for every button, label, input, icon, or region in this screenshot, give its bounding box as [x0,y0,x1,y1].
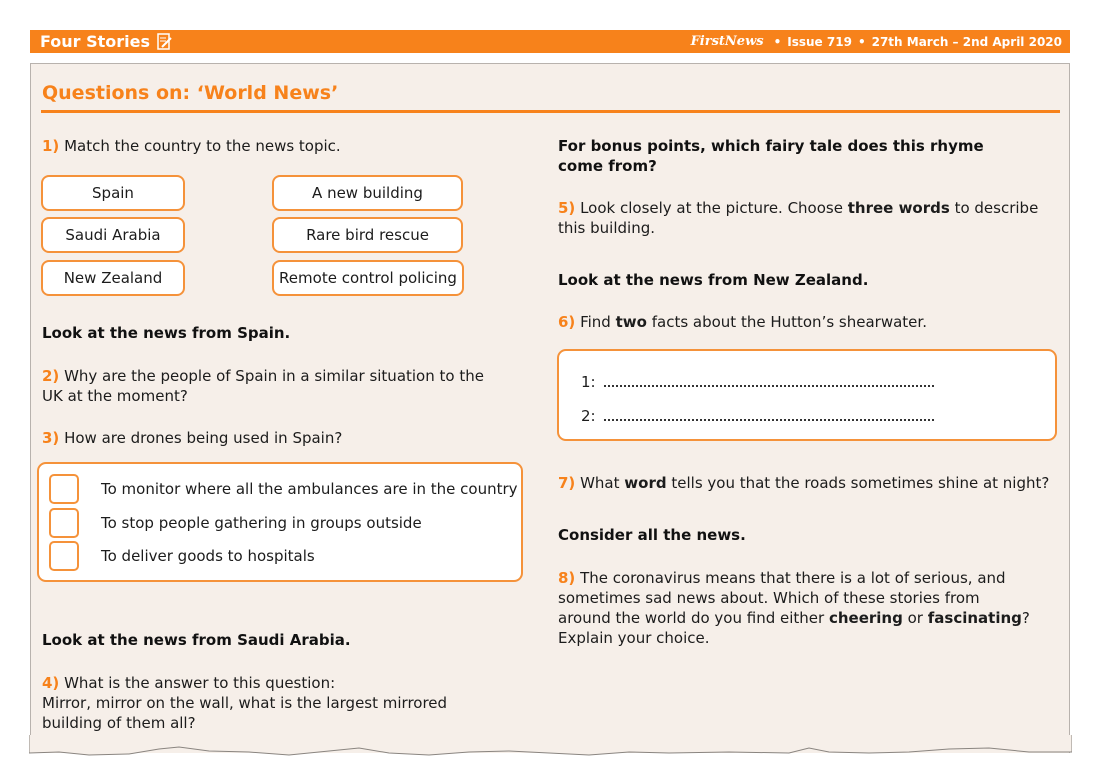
match-topic-rare-bird[interactable] [272,217,463,253]
separator: • [857,34,866,49]
question-text-line: Mirror, mirror on the wall, what is the largest mirrored [42,694,448,712]
emphasis: two [615,313,647,331]
document-edit-icon [157,33,172,50]
match-country-saudi-arabia[interactable] [41,217,185,253]
separator: • [773,34,782,49]
question-text-line: sometimes sad news about. Which of these stories from [558,589,980,607]
option-stop-gatherings[interactable] [49,508,422,538]
question-text-line: Explain your choice. [558,629,710,647]
question-4 [42,673,447,733]
issue-info [691,34,1062,49]
question-text-line: Why are the people of Spain in a similar situation to the [64,367,484,385]
option-label: To stop people gathering in groups outside [101,514,422,532]
section-heading-new-zealand: Look at the news from New Zealand. [558,271,869,289]
emphasis: three words [847,199,950,217]
answer-dotted-line[interactable] [604,385,934,387]
question-number: 5) [558,199,576,217]
fact-number: 2: [581,407,596,425]
question-1 [42,136,341,156]
option-label: To monitor where all the ambulances are in the country [101,480,518,498]
fact-line-1[interactable] [581,373,934,391]
question-number: 3) [42,429,60,447]
match-topic-remote-policing[interactable] [272,260,464,296]
question-text-line: UK at the moment? [42,387,188,405]
section-heading-spain: Look at the news from Spain. [42,324,291,342]
emphasis: fascinating [927,609,1022,627]
question-text-line: The coronavirus means that there is a lot of serious, and [580,569,1006,587]
question-text-line: What is the answer to this question: [64,674,336,692]
question-text-line: this building. [558,219,655,237]
option-deliver-goods[interactable] [49,541,315,571]
title-divider [41,110,1060,113]
question-number: 2) [42,367,60,385]
country-label: New Zealand [63,269,163,287]
facts-answer-box [557,349,1057,441]
question-2 [42,366,484,406]
question-number: 6) [558,313,576,331]
question-number: 1) [42,137,60,155]
section-heading-all-news: Consider all the news. [558,526,746,544]
topic-label: Rare bird rescue [306,226,429,244]
bonus-line: For bonus points, which fairy tale does this rhyme [558,137,984,155]
section-label [40,32,172,51]
emphasis: cheering [828,609,903,627]
checkbox[interactable] [49,474,79,504]
topic-label: Remote control policing [279,269,457,287]
section-heading-saudi-arabia: Look at the news from Saudi Arabia. [42,631,351,649]
match-country-new-zealand[interactable] [41,260,185,296]
brand-name: FirstNews [690,34,764,49]
question-text-line: building of them all? [42,714,196,732]
question-number: 4) [42,674,60,692]
question-number: 8) [558,569,576,587]
worksheet-panel [30,63,1070,753]
answer-dotted-line[interactable] [604,419,934,421]
country-label: Spain [92,184,134,202]
question-5 [558,198,1038,238]
option-ambulances[interactable] [49,474,518,504]
question-3 [42,428,342,448]
question-text: tells you that the roads sometimes shine at night? [671,474,1050,492]
question-text: Find [580,313,611,331]
question-text: facts about the Hutton’s shearwater. [651,313,927,331]
topic-label: A new building [312,184,423,202]
bonus-line: come from? [558,157,657,175]
question-text: How are drones being used in Spain? [64,429,343,447]
question-text: Look closely at the picture. Choose [580,199,843,217]
question-text: Match the country to the news topic. [64,137,341,155]
question-text: ? [1021,609,1030,627]
question-text: or [907,609,923,627]
issue-dates: 27th March – 2nd April 2020 [871,34,1062,49]
question-7 [558,473,1049,493]
question-text: to describe [954,199,1039,217]
fact-number: 1: [581,373,596,391]
section-title: Four Stories [40,32,151,51]
bonus-question [558,136,984,176]
question-6 [558,312,927,332]
question-text: around the world do you find either [558,609,825,627]
question-text: What [580,474,620,492]
header-bar [30,30,1070,53]
fact-line-2[interactable] [581,407,934,425]
emphasis: word [624,474,667,492]
torn-paper-edge [29,735,1072,765]
question-8 [558,568,1030,648]
match-country-spain[interactable] [41,175,185,211]
drone-options-box [37,462,523,582]
issue-number: Issue 719 [787,34,852,49]
page-title: Questions on: ‘World News’ [42,82,339,104]
match-topic-new-building[interactable] [272,175,463,211]
country-label: Saudi Arabia [65,226,161,244]
question-number: 7) [558,474,576,492]
option-label: To deliver goods to hospitals [101,547,315,565]
checkbox[interactable] [49,541,79,571]
checkbox[interactable] [49,508,79,538]
